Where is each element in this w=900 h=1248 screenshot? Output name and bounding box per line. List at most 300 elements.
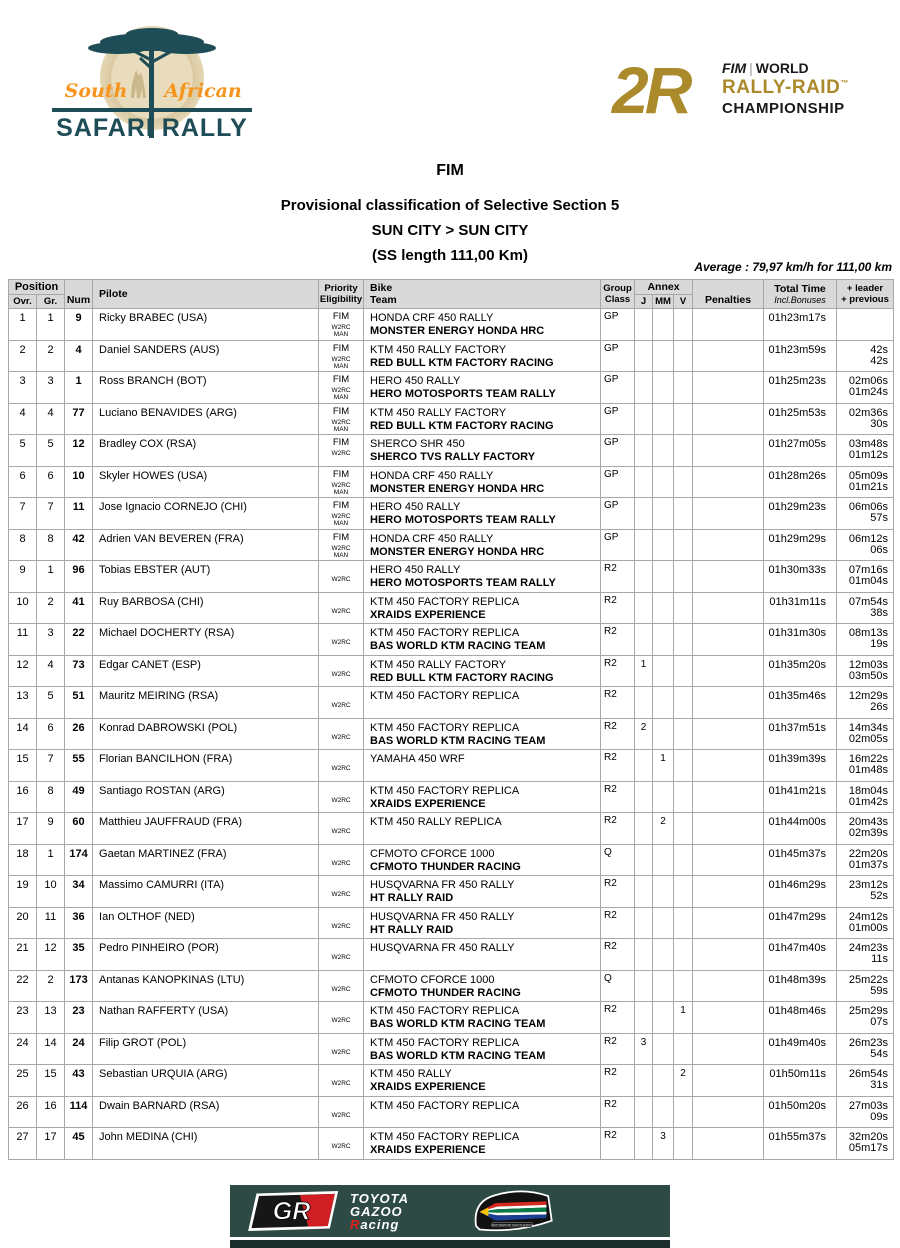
cell-bike-team: HONDA CRF 450 RALLY MONSTER ENERGY HONDA HRC: [364, 309, 601, 341]
cell-penalties: [693, 340, 764, 372]
cell-annex-j: 3: [635, 1033, 653, 1065]
cell-bike-team: KTM 450 RALLY FACTORY RED BULL KTM FACTORY RACING: [364, 403, 601, 435]
cell-annex-mm: [653, 844, 674, 876]
cell-gaps: 02m36s 30s: [837, 403, 894, 435]
cell-pilote-name: Tobias EBSTER (AUT): [93, 561, 319, 593]
cell-overall-position: 20: [9, 907, 37, 939]
cell-priority-eligibility: W2RC: [319, 624, 364, 656]
cell-penalties: [693, 1033, 764, 1065]
table-row: [9, 403, 894, 435]
cell-priority-eligibility: W2RC: [319, 655, 364, 687]
cell-annex-mm: [653, 561, 674, 593]
table-row: [9, 813, 894, 845]
cell-group-position: 12: [37, 939, 65, 971]
cell-pilote-name: Ruy BARBOSA (CHI): [93, 592, 319, 624]
cell-total-time: 01h50m11s: [764, 1065, 837, 1097]
cell-race-number: 12: [65, 435, 93, 467]
cell-priority-eligibility: W2RC: [319, 876, 364, 908]
cell-race-number: 34: [65, 876, 93, 908]
cell-pilote-name: Massimo CAMURRI (ITA): [93, 876, 319, 908]
cell-total-time: 01h50m20s: [764, 1096, 837, 1128]
header-priority-eligibility: Priority Eligibility: [319, 280, 364, 309]
cell-priority-eligibility: FIM W2RC MAN: [319, 372, 364, 404]
cell-total-time: 01h35m46s: [764, 687, 837, 719]
cell-race-number: 23: [65, 1002, 93, 1034]
cell-pilote-name: Edgar CANET (ESP): [93, 655, 319, 687]
cell-group-position: 3: [37, 624, 65, 656]
cell-race-number: 174: [65, 844, 93, 876]
cell-gaps: 22m20s 01m37s: [837, 844, 894, 876]
cell-bike-team: KTM 450 FACTORY REPLICA XRAIDS EXPERIENCE: [364, 781, 601, 813]
w2rc-rally-raid-text: RALLY-RAID™: [722, 77, 849, 98]
cell-overall-position: 18: [9, 844, 37, 876]
cell-annex-v: [674, 435, 693, 467]
footer-sponsor-band: [230, 1185, 670, 1237]
cell-group-position: 2: [37, 340, 65, 372]
cell-bike-team: KTM 450 FACTORY REPLICA XRAIDS EXPERIENCE: [364, 592, 601, 624]
cell-group-position: 2: [37, 592, 65, 624]
federation-title: FIM: [436, 162, 464, 179]
cell-group-position: 13: [37, 1002, 65, 1034]
cell-priority-eligibility: FIM W2RC MAN: [319, 309, 364, 341]
cell-group-position: 3: [37, 372, 65, 404]
cell-annex-v: [674, 624, 693, 656]
cell-total-time: 01h25m53s: [764, 403, 837, 435]
cell-priority-eligibility: W2RC: [319, 718, 364, 750]
cell-group-position: 6: [37, 466, 65, 498]
cell-total-time: 01h46m29s: [764, 876, 837, 908]
cell-gaps: 20m43s 02m39s: [837, 813, 894, 845]
cell-annex-mm: [653, 1065, 674, 1097]
cell-penalties: [693, 466, 764, 498]
cell-total-time: 01h45m37s: [764, 844, 837, 876]
cell-pilote-name: Antanas KANOPKINAS (LTU): [93, 970, 319, 1002]
cell-group-class: R2: [601, 561, 635, 593]
cell-annex-j: [635, 813, 653, 845]
cell-penalties: [693, 592, 764, 624]
cell-priority-eligibility: FIM W2RC MAN: [319, 403, 364, 435]
cell-group-class: GP: [601, 340, 635, 372]
cell-penalties: [693, 781, 764, 813]
cell-gaps: 12m03s 03m50s: [837, 655, 894, 687]
cell-overall-position: 26: [9, 1096, 37, 1128]
table-row: [9, 624, 894, 656]
cell-annex-mm: [653, 655, 674, 687]
cell-gaps: 24m23s 11s: [837, 939, 894, 971]
cell-annex-mm: [653, 939, 674, 971]
cell-group-position: 4: [37, 655, 65, 687]
cell-race-number: 11: [65, 498, 93, 530]
cell-annex-mm: [653, 466, 674, 498]
cell-annex-mm: [653, 1002, 674, 1034]
table-row: [9, 718, 894, 750]
cell-gaps: 42s 42s: [837, 340, 894, 372]
cell-bike-team: KTM 450 FACTORY REPLICA XRAIDS EXPERIENCE: [364, 1128, 601, 1160]
safari-rally-logo: [52, 18, 252, 146]
cell-overall-position: 1: [9, 309, 37, 341]
cell-group-position: 1: [37, 561, 65, 593]
cell-penalties: [693, 687, 764, 719]
cell-overall-position: 17: [9, 813, 37, 845]
cell-gaps: [837, 309, 894, 341]
cell-pilote-name: Pedro PINHEIRO (POR): [93, 939, 319, 971]
cell-penalties: [693, 1065, 764, 1097]
cell-annex-v: [674, 750, 693, 782]
cell-group-class: R2: [601, 876, 635, 908]
cell-penalties: [693, 561, 764, 593]
cell-annex-mm: [653, 1033, 674, 1065]
cell-overall-position: 3: [9, 372, 37, 404]
cell-group-class: GP: [601, 372, 635, 404]
table-row: [9, 1002, 894, 1034]
safari-logo-south-text: South: [64, 80, 128, 102]
cell-penalties: [693, 435, 764, 467]
cell-race-number: 55: [65, 750, 93, 782]
w2rc-fim-text: FIM: [722, 60, 747, 76]
cell-annex-mm: 2: [653, 813, 674, 845]
cell-race-number: 43: [65, 1065, 93, 1097]
cell-race-number: 60: [65, 813, 93, 845]
cell-gaps: 08m13s 19s: [837, 624, 894, 656]
cell-annex-v: [674, 687, 693, 719]
cell-annex-j: 1: [635, 655, 653, 687]
cell-gaps: 27m03s 09s: [837, 1096, 894, 1128]
results-body: [9, 309, 894, 1160]
cell-pilote-name: Konrad DABROWSKI (POL): [93, 718, 319, 750]
cell-total-time: 01h49m40s: [764, 1033, 837, 1065]
cell-annex-v: [674, 403, 693, 435]
cell-annex-v: [674, 844, 693, 876]
cell-annex-mm: 3: [653, 1128, 674, 1160]
average-speed-note: Average : 79,97 km/h for 111,00 km: [694, 260, 892, 274]
cell-annex-mm: [653, 529, 674, 561]
cell-annex-mm: [653, 309, 674, 341]
cell-pilote-name: Gaetan MARTINEZ (FRA): [93, 844, 319, 876]
cell-priority-eligibility: W2RC: [319, 1096, 364, 1128]
cell-bike-team: HUSQVARNA FR 450 RALLY HT RALLY RAID: [364, 907, 601, 939]
cell-overall-position: 4: [9, 403, 37, 435]
cell-bike-team: HERO 450 RALLY HERO MOTOSPORTS TEAM RALLY: [364, 372, 601, 404]
table-row: [9, 687, 894, 719]
safari-logo-african-text: African: [164, 80, 242, 102]
cell-bike-team: CFMOTO CFORCE 1000 CFMOTO THUNDER RACING: [364, 970, 601, 1002]
cell-priority-eligibility: W2RC: [319, 970, 364, 1002]
table-row: [9, 466, 894, 498]
cell-bike-team: HONDA CRF 450 RALLY MONSTER ENERGY HONDA HRC: [364, 466, 601, 498]
cell-overall-position: 12: [9, 655, 37, 687]
cell-pilote-name: Luciano BENAVIDES (ARG): [93, 403, 319, 435]
cell-overall-position: 15: [9, 750, 37, 782]
cell-pilote-name: John MEDINA (CHI): [93, 1128, 319, 1160]
cell-total-time: 01h35m20s: [764, 655, 837, 687]
cell-total-time: 01h27m05s: [764, 435, 837, 467]
cell-group-class: R2: [601, 939, 635, 971]
cell-group-position: 7: [37, 750, 65, 782]
cell-priority-eligibility: W2RC: [319, 750, 364, 782]
cell-penalties: [693, 844, 764, 876]
cell-gaps: 32m20s 05m17s: [837, 1128, 894, 1160]
cell-annex-j: [635, 435, 653, 467]
cell-annex-v: [674, 813, 693, 845]
header-position: Position: [9, 280, 65, 295]
motorsport-south-africa-badge-icon: [467, 1189, 559, 1233]
cell-bike-team: KTM 450 FACTORY REPLICA BAS WORLD KTM RACING TEAM: [364, 624, 601, 656]
cell-group-position: 10: [37, 876, 65, 908]
cell-annex-v: [674, 1033, 693, 1065]
cell-group-position: 15: [37, 1065, 65, 1097]
cell-annex-mm: [653, 403, 674, 435]
table-row: [9, 1096, 894, 1128]
cell-pilote-name: Florian BANCILHON (FRA): [93, 750, 319, 782]
cell-annex-v: [674, 1128, 693, 1160]
cell-penalties: [693, 750, 764, 782]
cell-total-time: 01h41m21s: [764, 781, 837, 813]
cell-gaps: 25m22s 59s: [837, 970, 894, 1002]
cell-group-class: GP: [601, 466, 635, 498]
cell-total-time: 01h48m39s: [764, 970, 837, 1002]
cell-pilote-name: Ian OLTHOF (NED): [93, 907, 319, 939]
cell-pilote-name: Michael DOCHERTY (RSA): [93, 624, 319, 656]
cell-annex-v: [674, 592, 693, 624]
cell-group-class: Q: [601, 844, 635, 876]
header-total-time: Total Time Incl.Bonuses: [764, 280, 837, 309]
cell-pilote-name: Nathan RAFFERTY (USA): [93, 1002, 319, 1034]
table-row: [9, 498, 894, 530]
cell-group-class: R2: [601, 624, 635, 656]
cell-annex-v: [674, 876, 693, 908]
cell-gaps: 23m12s 52s: [837, 876, 894, 908]
cell-gaps: 07m16s 01m04s: [837, 561, 894, 593]
cell-group-class: R2: [601, 655, 635, 687]
cell-annex-v: [674, 655, 693, 687]
cell-total-time: 01h29m29s: [764, 529, 837, 561]
cell-pilote-name: Filip GROT (POL): [93, 1033, 319, 1065]
cell-penalties: [693, 970, 764, 1002]
cell-total-time: 01h48m46s: [764, 1002, 837, 1034]
table-row: [9, 939, 894, 971]
table-row: [9, 372, 894, 404]
cell-group-position: 11: [37, 907, 65, 939]
cell-priority-eligibility: W2RC: [319, 813, 364, 845]
cell-annex-v: [674, 309, 693, 341]
cell-group-class: R2: [601, 592, 635, 624]
cell-total-time: 01h37m51s: [764, 718, 837, 750]
cell-group-class: GP: [601, 403, 635, 435]
header-annex: Annex: [635, 280, 693, 295]
cell-priority-eligibility: FIM W2RC: [319, 435, 364, 467]
cell-race-number: 24: [65, 1033, 93, 1065]
cell-overall-position: 13: [9, 687, 37, 719]
table-row: [9, 435, 894, 467]
cell-bike-team: YAMAHA 450 WRF: [364, 750, 601, 782]
cell-bike-team: KTM 450 FACTORY REPLICA: [364, 1096, 601, 1128]
cell-group-position: 6: [37, 718, 65, 750]
cell-priority-eligibility: W2RC: [319, 1128, 364, 1160]
cell-gaps: 16m22s 01m48s: [837, 750, 894, 782]
cell-penalties: [693, 939, 764, 971]
cell-total-time: 01h47m40s: [764, 939, 837, 971]
cell-annex-mm: [653, 435, 674, 467]
cell-race-number: 35: [65, 939, 93, 971]
cell-annex-v: [674, 340, 693, 372]
cell-annex-v: [674, 561, 693, 593]
cell-pilote-name: Adrien VAN BEVEREN (FRA): [93, 529, 319, 561]
cell-group-class: R2: [601, 1033, 635, 1065]
cell-penalties: [693, 529, 764, 561]
footer-bottom-strip: [230, 1240, 670, 1248]
cell-total-time: 01h25m23s: [764, 372, 837, 404]
cell-annex-j: [635, 970, 653, 1002]
cell-total-time: 01h30m33s: [764, 561, 837, 593]
gr-toyota-gazoo-badge-icon: [248, 1191, 340, 1231]
cell-race-number: 96: [65, 561, 93, 593]
table-row: [9, 309, 894, 341]
cell-annex-j: [635, 907, 653, 939]
cell-group-class: R2: [601, 907, 635, 939]
cell-overall-position: 21: [9, 939, 37, 971]
cell-annex-mm: [653, 340, 674, 372]
cell-race-number: 49: [65, 781, 93, 813]
cell-annex-mm: [653, 970, 674, 1002]
cell-gaps: 26m54s 31s: [837, 1065, 894, 1097]
table-row: [9, 592, 894, 624]
cell-gaps: 03m48s 01m12s: [837, 435, 894, 467]
cell-total-time: 01h44m00s: [764, 813, 837, 845]
cell-pilote-name: Ricky BRABEC (USA): [93, 309, 319, 341]
cell-group-class: R2: [601, 813, 635, 845]
cell-group-class: GP: [601, 498, 635, 530]
cell-total-time: 01h23m17s: [764, 309, 837, 341]
cell-group-class: R2: [601, 718, 635, 750]
cell-annex-j: [635, 1128, 653, 1160]
cell-group-class: R2: [601, 1096, 635, 1128]
header-gaps: + leader + previous: [837, 280, 894, 309]
cell-group-position: 7: [37, 498, 65, 530]
cell-bike-team: KTM 450 FACTORY REPLICA BAS WORLD KTM RACING TEAM: [364, 1002, 601, 1034]
cell-annex-mm: 1: [653, 750, 674, 782]
header-pilote: Pilote: [93, 280, 319, 309]
cell-annex-v: [674, 970, 693, 1002]
classification-title: Provisional classification of Selective Section 5: [280, 197, 620, 214]
cell-priority-eligibility: W2RC: [319, 561, 364, 593]
cell-group-position: 14: [37, 1033, 65, 1065]
cell-overall-position: 23: [9, 1002, 37, 1034]
table-row: [9, 561, 894, 593]
cell-penalties: [693, 718, 764, 750]
cell-penalties: [693, 1128, 764, 1160]
cell-bike-team: HERO 450 RALLY HERO MOTOSPORTS TEAM RALLY: [364, 498, 601, 530]
cell-annex-j: [635, 844, 653, 876]
cell-overall-position: 8: [9, 529, 37, 561]
cell-group-position: 2: [37, 970, 65, 1002]
safari-logo-bar: [52, 108, 252, 112]
cell-overall-position: 16: [9, 781, 37, 813]
cell-race-number: 22: [65, 624, 93, 656]
cell-group-position: 4: [37, 403, 65, 435]
cell-annex-j: [635, 403, 653, 435]
svg-text:MOTORSPORT SOUTH AFRICA: MOTORSPORT SOUTH AFRICA: [491, 1222, 533, 1227]
cell-group-position: 17: [37, 1128, 65, 1160]
cell-priority-eligibility: FIM W2RC MAN: [319, 498, 364, 530]
cell-priority-eligibility: W2RC: [319, 844, 364, 876]
cell-pilote-name: Jose Ignacio CORNEJO (CHI): [93, 498, 319, 530]
cell-race-number: 9: [65, 309, 93, 341]
header-num: Num: [65, 280, 93, 309]
cell-bike-team: HUSQVARNA FR 450 RALLY HT RALLY RAID: [364, 876, 601, 908]
table-row: [9, 876, 894, 908]
cell-annex-j: [635, 592, 653, 624]
cell-penalties: [693, 624, 764, 656]
cell-group-class: R2: [601, 1128, 635, 1160]
cell-annex-mm: [653, 372, 674, 404]
cell-penalties: [693, 907, 764, 939]
cell-annex-j: [635, 939, 653, 971]
cell-annex-v: [674, 466, 693, 498]
cell-penalties: [693, 655, 764, 687]
cell-annex-j: [635, 1002, 653, 1034]
cell-priority-eligibility: FIM W2RC MAN: [319, 529, 364, 561]
svg-text:GR: GR: [272, 1197, 311, 1226]
cell-bike-team: HUSQVARNA FR 450 RALLY: [364, 939, 601, 971]
table-row: [9, 907, 894, 939]
cell-bike-team: HERO 450 RALLY HERO MOTOSPORTS TEAM RALLY: [364, 561, 601, 593]
cell-annex-j: [635, 750, 653, 782]
cell-penalties: [693, 1002, 764, 1034]
toyota-gazoo-racing-wordmark: TOYOTA GAZOO Racing: [350, 1190, 409, 1232]
cell-annex-mm: [653, 718, 674, 750]
cell-penalties: [693, 813, 764, 845]
cell-bike-team: KTM 450 FACTORY REPLICA BAS WORLD KTM RACING TEAM: [364, 718, 601, 750]
cell-gaps: 07m54s 38s: [837, 592, 894, 624]
cell-bike-team: KTM 450 FACTORY REPLICA BAS WORLD KTM RACING TEAM: [364, 1033, 601, 1065]
cell-race-number: 4: [65, 340, 93, 372]
cell-race-number: 26: [65, 718, 93, 750]
cell-overall-position: 2: [9, 340, 37, 372]
cell-overall-position: 7: [9, 498, 37, 530]
cell-annex-mm: [653, 624, 674, 656]
cell-annex-v: [674, 939, 693, 971]
cell-race-number: 41: [65, 592, 93, 624]
cell-pilote-name: Skyler HOWES (USA): [93, 466, 319, 498]
cell-gaps: 18m04s 01m42s: [837, 781, 894, 813]
cell-group-class: GP: [601, 529, 635, 561]
cell-pilote-name: Daniel SANDERS (AUS): [93, 340, 319, 372]
cell-overall-position: 5: [9, 435, 37, 467]
cell-race-number: 77: [65, 403, 93, 435]
cell-overall-position: 19: [9, 876, 37, 908]
table-row: [9, 750, 894, 782]
cell-group-position: 9: [37, 813, 65, 845]
table-row: [9, 340, 894, 372]
cell-annex-j: [635, 529, 653, 561]
cell-gaps: 24m12s 01m00s: [837, 907, 894, 939]
results-table: [8, 279, 894, 1160]
cell-annex-v: 2: [674, 1065, 693, 1097]
cell-total-time: 01h39m39s: [764, 750, 837, 782]
header-ovr: Ovr.: [9, 295, 37, 309]
cell-group-position: 5: [37, 435, 65, 467]
cell-priority-eligibility: W2RC: [319, 907, 364, 939]
cell-annex-j: [635, 1096, 653, 1128]
cell-overall-position: 14: [9, 718, 37, 750]
cell-annex-j: [635, 466, 653, 498]
cell-group-position: 8: [37, 781, 65, 813]
cell-penalties: [693, 309, 764, 341]
cell-annex-mm: [653, 781, 674, 813]
cell-group-class: R2: [601, 1065, 635, 1097]
cell-annex-v: [674, 529, 693, 561]
cell-pilote-name: Ross BRANCH (BOT): [93, 372, 319, 404]
